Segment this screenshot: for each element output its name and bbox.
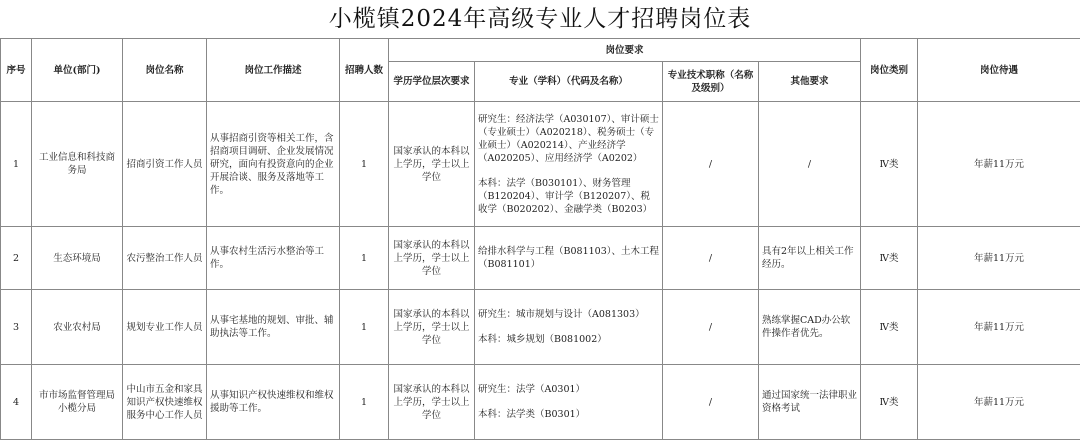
cell-duty: 从事招商引资等相关工作，含招商项目调研、企业发展情况研究，面向有投资意向的企业开展洽谈、服务及落地等工作。 xyxy=(207,102,340,227)
major-undergraduate: 本科：法学（B030101）、财务管理（B120204）、审计学（B120207）、税收学（B020202）、金融学类（B0203） xyxy=(478,177,653,215)
header-title-level: 专业技术职称（名称及级别） xyxy=(663,62,759,102)
cell-other: 具有2年以上相关工作经历。 xyxy=(759,227,861,290)
cell-major xyxy=(475,227,663,290)
cell-education: 国家承认的本科以上学历，学士以上学位 xyxy=(389,290,475,365)
major-undergraduate: 本科：法学类（B0301） xyxy=(478,409,586,420)
cell-duty: 从事知识产权快速维权和维权援助等工作。 xyxy=(207,365,340,440)
cell-other: 熟练掌握CAD办公软件操作者优先。 xyxy=(759,290,861,365)
cell-duty: 从事农村生活污水整治等工作。 xyxy=(207,227,340,290)
cell-post: 招商引资工作人员 xyxy=(123,102,207,227)
cell-title-level: / xyxy=(663,102,759,227)
header-seq: 序号 xyxy=(1,39,32,102)
table-row xyxy=(1,227,1080,290)
cell-unit: 生态环境局 xyxy=(32,227,123,290)
header-unit: 单位(部门) xyxy=(32,39,123,102)
major-undergraduate: 本科：城乡规划（B081002） xyxy=(478,334,607,345)
header-count: 招聘人数 xyxy=(340,39,389,102)
cell-title-level: / xyxy=(663,290,759,365)
cell-seq: 2 xyxy=(1,227,32,290)
cell-other: / xyxy=(759,102,861,227)
cell-unit: 工业信息和科技商务局 xyxy=(32,102,123,227)
cell-unit: 农业农村局 xyxy=(32,290,123,365)
cell-unit: 市市场监督管理局小榄分局 xyxy=(32,365,123,440)
major-graduate: 研究生：法学（A0301） xyxy=(478,384,586,395)
cell-post: 中山市五金和家具知识产权快速维权服务中心工作人员 xyxy=(123,365,207,440)
cell-post: 规划专业工作人员 xyxy=(123,290,207,365)
cell-duty: 从事宅基地的规划、审批、辅助执法等工作。 xyxy=(207,290,340,365)
cell-category: Ⅳ类 xyxy=(861,102,918,227)
cell-post: 农污整治工作人员 xyxy=(123,227,207,290)
cell-count: 1 xyxy=(340,102,389,227)
cell-category: Ⅳ类 xyxy=(861,365,918,440)
header-major: 专业（学科）（代码及名称） xyxy=(475,62,663,102)
header-other: 其他要求 xyxy=(759,62,861,102)
cell-education: 国家承认的本科以上学历，学士以上学位 xyxy=(389,227,475,290)
cell-title-level: / xyxy=(663,227,759,290)
table-row xyxy=(1,290,1080,365)
header-duty: 岗位工作描述 xyxy=(207,39,340,102)
cell-salary: 年薪11万元 xyxy=(918,227,1080,290)
cell-salary: 年薪11万元 xyxy=(918,290,1080,365)
cell-salary: 年薪11万元 xyxy=(918,102,1080,227)
header-salary: 岗位待遇 xyxy=(918,39,1080,102)
cell-major xyxy=(475,290,663,365)
major-graduate: 研究生：城市规划与设计（A081303） xyxy=(478,309,645,320)
header-category: 岗位类别 xyxy=(861,39,918,102)
table-row xyxy=(1,102,1080,227)
cell-education: 国家承认的本科以上学历，学士以上学位 xyxy=(389,365,475,440)
cell-count: 1 xyxy=(340,365,389,440)
page-title: 小榄镇2024年高级专业人才招聘岗位表 xyxy=(328,6,752,32)
cell-seq: 4 xyxy=(1,365,32,440)
cell-count: 1 xyxy=(340,290,389,365)
header-education: 学历学位层次要求 xyxy=(389,62,475,102)
table-row xyxy=(1,365,1080,440)
cell-title-level: / xyxy=(663,365,759,440)
header-row xyxy=(1,39,1080,62)
recruitment-table xyxy=(0,38,1080,440)
major-graduate: 研究生：经济法学（A030107）、审计硕士（专业硕士）（A020218）、税务硕士（专业硕士）（A020214）、产业经济学（A020205）、应用经济学（A0202） xyxy=(478,113,659,164)
cell-seq: 1 xyxy=(1,102,32,227)
cell-count: 1 xyxy=(340,227,389,290)
cell-seq: 3 xyxy=(1,290,32,365)
cell-major xyxy=(475,102,663,227)
major-graduate: 给排水科学与工程（B081103）、土木工程（B081101） xyxy=(478,246,659,270)
cell-salary: 年薪11万元 xyxy=(918,365,1080,440)
cell-category: Ⅳ类 xyxy=(861,290,918,365)
cell-other: 通过国家统一法律职业资格考试 xyxy=(759,365,861,440)
header-requirements: 岗位要求 xyxy=(389,39,861,62)
header-post-name: 岗位名称 xyxy=(123,39,207,102)
cell-category: Ⅳ类 xyxy=(861,227,918,290)
cell-education: 国家承认的本科以上学历，学士以上学位 xyxy=(389,102,475,227)
cell-major xyxy=(475,365,663,440)
